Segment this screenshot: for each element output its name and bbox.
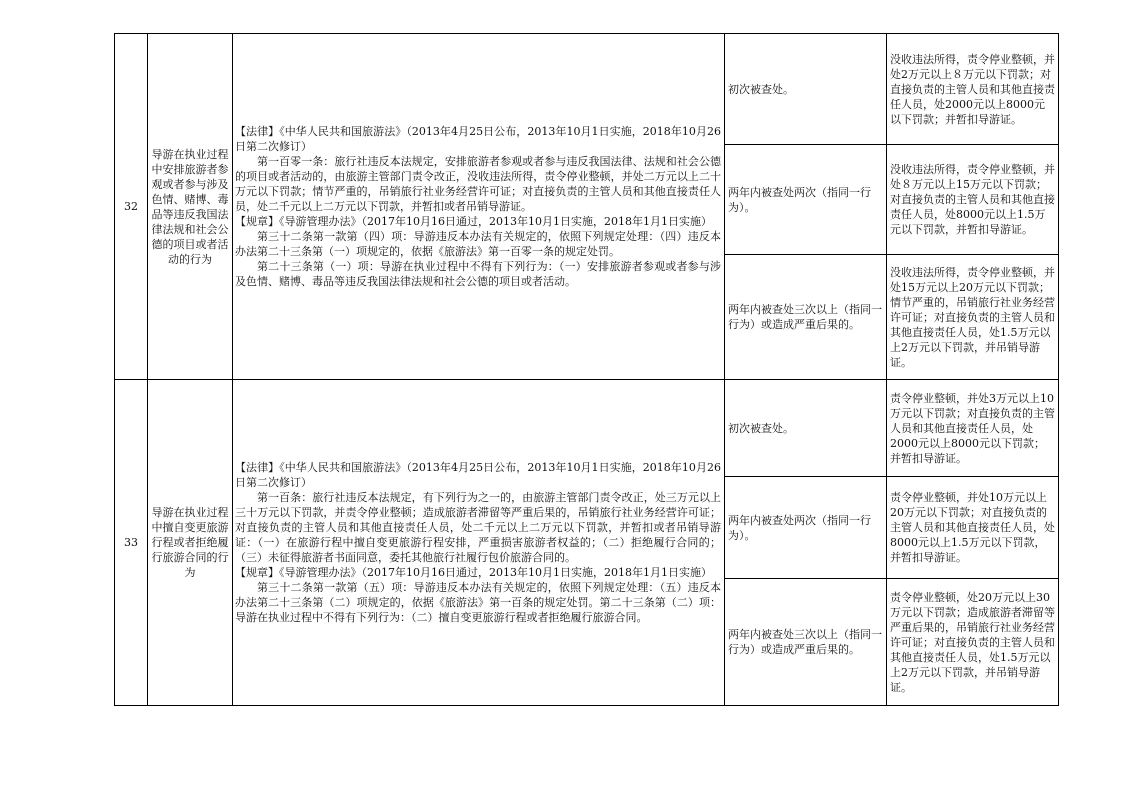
item-number: 33 bbox=[115, 380, 148, 706]
case-situation: 两年内被查处两次（指同一行为）。 bbox=[725, 477, 887, 579]
basis-regulation-heading: 【规章】《导游管理办法》（2017年10月16日通过，2013年10月1日实施，2018年1月1日实施） bbox=[235, 215, 712, 228]
basis-regulation-article: 第三十二条第一款第（四）项：导游违反本办法有关规定的，依照下列规定处理：（四）违反本办法第二十三条第（一）项规定的，依据《旅游法》第一百零一条的规定处罚。 bbox=[235, 230, 721, 258]
penalty-standard: 没收违法所得，责令停业整顿，并处2万元以上８万元以下罚款；对直接负责的主管人员和其他直接责任人员，处2000元以上8000元以下罚款；并暂扣导游证。 bbox=[887, 34, 1059, 145]
table-row bbox=[115, 34, 1059, 145]
case-situation: 初次被查处。 bbox=[725, 380, 887, 477]
case-situation: 初次被查处。 bbox=[725, 34, 887, 145]
penalty-standard: 责令停业整顿，并处10万元以上20万元以下罚款；对直接负责的主管人员和其他直接责任人员，处8000元以上1.5万元以下罚款，并暂扣导游证。 bbox=[887, 477, 1059, 579]
violation-description: 导游在执业过程中擅自变更旅游行程或者拒绝履行旅游合同的行为 bbox=[148, 380, 233, 706]
penalty-standard: 没收违法所得，责令停业整顿，并处15万元以上20万元以下罚款；情节严重的，吊销旅行社业务经营许可证；对直接负责的主管人员和其他直接责任人员，处1.5万元以上2万元以下罚款，并吊销导游证。 bbox=[887, 255, 1059, 380]
penalty-standard: 责令停业整顿，处20万元以上30万元以下罚款；造成旅游者滞留等严重后果的，吊销旅行社业务经营许可证；对直接负责的主管人员和其他直接责任人员，处1.5万元以上2万元以下罚款，并吊销导游证。 bbox=[887, 579, 1059, 706]
basis-law-article: 第一百零一条：旅行社违反本法规定，安排旅游者参观或者参与违反我国法律、法规和社会公德的项目或者活动的，由旅游主管部门责令改正，没收违法所得，责令停业整顿，并处二万元以上二十万元以下罚款；情节严重的，吊销旅行社业务经营许可证；对直接负责的主管人员和其他直接责任人员，处二千元以上二万元以下罚款，并暂扣或者吊销导游证。 bbox=[235, 155, 721, 213]
basis-law-heading: 【法律】《中华人民共和国旅游法》（2013年4月25日公布，2013年10月1日实施，2018年10月26日第二次修订） bbox=[235, 461, 721, 489]
violation-description: 导游在执业过程中安排旅游者参观或者参与涉及色情、赌博、毒品等违反我国法律法规和社会公德的项目或者活动的行为 bbox=[148, 34, 233, 380]
penalty-standard: 责令停业整顿，并处3万元以上10万元以下罚款；对直接负责的主管人员和其他直接责任人员，处2000元以上8000元以下罚款；并暂扣导游证。 bbox=[887, 380, 1059, 477]
case-situation: 两年内被查处三次以上（指同一行为）或造成严重后果的。 bbox=[725, 255, 887, 380]
basis-regulation-article: 第二十三条第（一）项：导游在执业过程中不得有下列行为：（一）安排旅游者参观或者参与涉及色情、赌博、毒品等违反我国法律法规和社会公德的项目或者活动。 bbox=[235, 260, 721, 288]
basis-regulation-article: 第三十二条第一款第（五）项：导游违反本办法有关规定的，依照下列规定处理：（五）违反本办法第二十三条第（二）项规定的，依据《旅游法》第一百条的规定处罚。第二十三条第（二）项：导游在执业过程中不得有下列行为：（二）擅自变更旅游行程或者拒绝履行旅游合同。 bbox=[235, 581, 721, 624]
case-situation: 两年内被查处两次（指同一行为）。 bbox=[725, 145, 887, 255]
legal-basis bbox=[233, 34, 725, 380]
basis-regulation-heading: 【规章】《导游管理办法》（2017年10月16日通过，2013年10月1日实施，2018年1月1日实施） bbox=[235, 566, 712, 579]
case-situation: 两年内被查处三次以上（指同一行为）或造成严重后果的。 bbox=[725, 579, 887, 706]
penalty-standard: 没收违法所得，责令停业整顿，并处８万元以上15万元以下罚款；对直接负责的主管人员和其他直接责任人员，处8000元以上1.5万元以下罚款，并暂扣导游证。 bbox=[887, 145, 1059, 255]
table-row bbox=[115, 380, 1059, 477]
penalty-standard-table bbox=[114, 33, 1059, 706]
legal-basis bbox=[233, 380, 725, 706]
basis-law-article: 第一百条：旅行社违反本法规定，有下列行为之一的，由旅游主管部门责令改正，处三万元以上三十万元以下罚款，并责令停业整顿；造成旅游者滞留等严重后果的，吊销旅行社业务经营许可证；对直接负责的主管人员和其他直接责任人员，处二千元以上二万元以下罚款，并暂扣或者吊销导游证：（一）在旅游行程中擅自变更旅游行程安排，严重损害旅游者权益的；（二）拒绝履行合同的；（三）未征得旅游者书面同意，委托其他旅行社履行包价旅游合同的。 bbox=[235, 491, 721, 564]
basis-law-heading: 【法律】《中华人民共和国旅游法》（2013年4月25日公布，2013年10月1日实施，2018年10月26日第二次修订） bbox=[235, 125, 721, 153]
item-number: 32 bbox=[115, 34, 148, 380]
